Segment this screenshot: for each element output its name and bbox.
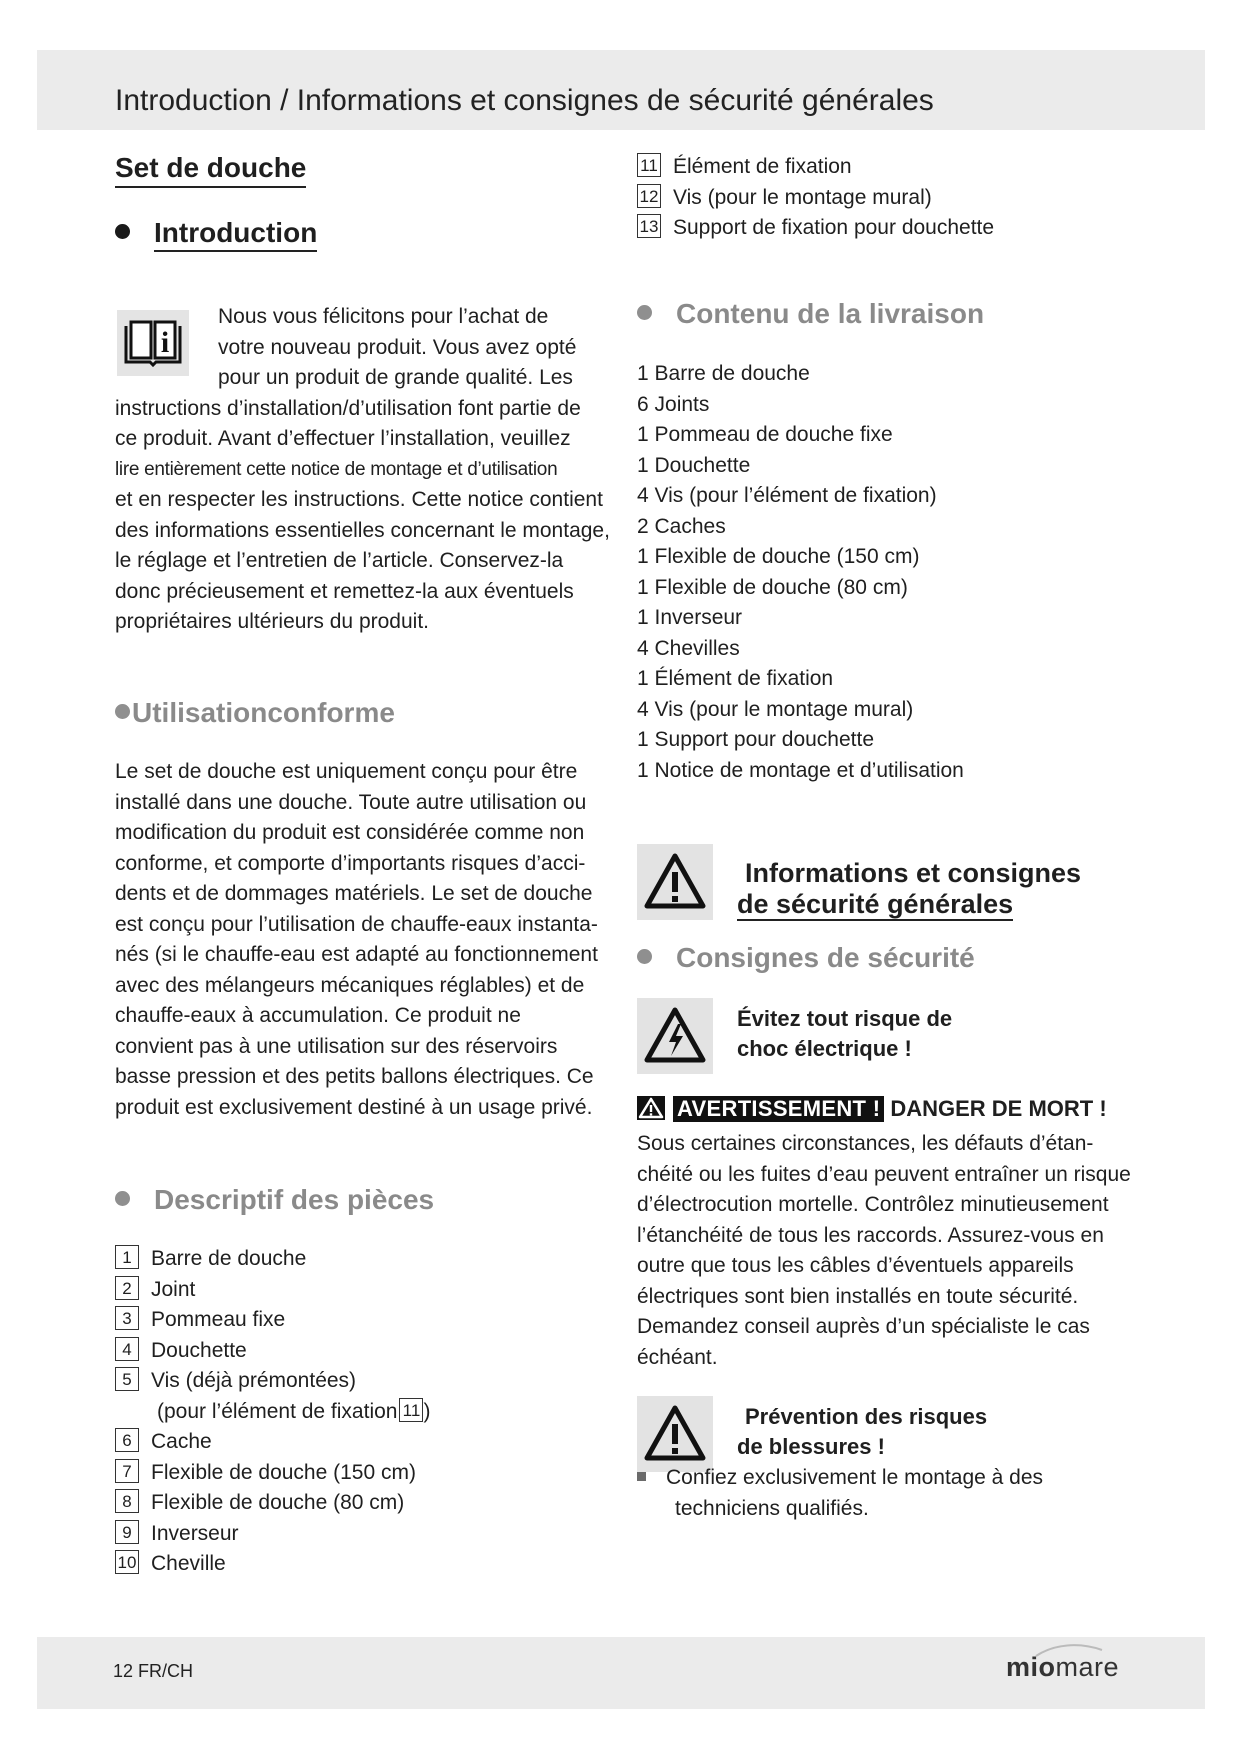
list-item: 1 Élément de fixation — [637, 667, 834, 690]
list-item: 4 Vis (pour l’élément de fixation) — [637, 484, 937, 507]
bullet-icon — [115, 1191, 130, 1206]
consignes-heading: Consignes de sécurité — [637, 942, 975, 974]
parts-list-continued — [637, 152, 1137, 244]
list-item: 11 Élément de fixation — [637, 152, 1137, 183]
list-item: 1 Barre de douche — [637, 362, 810, 385]
bullet-icon — [115, 704, 130, 719]
bullet-icon — [637, 305, 652, 320]
list-item: 3 Pommeau fixe — [115, 1305, 615, 1336]
introduction-heading: Introduction — [115, 217, 317, 249]
brand-logo: miomare — [1006, 1652, 1120, 1682]
svg-text:i: i — [160, 326, 170, 359]
page-number: 12 FR/CH — [113, 1661, 194, 1681]
list-item: 12 Vis (pour le montage mural) — [637, 183, 1137, 214]
list-item: 1 Support pour douchette — [637, 728, 875, 751]
document-title: Set de douche — [115, 152, 306, 188]
danger-warning-label: AVERTISSEMENT ! DANGER DE MORT ! — [637, 1096, 1107, 1122]
page-header-title: Introduction / Informations et consignes de sécurité générales — [115, 84, 934, 117]
parts-heading: Descriptif des pièces — [115, 1184, 434, 1216]
list-item: 4 Douchette — [115, 1336, 615, 1367]
list-item: 7 Flexible de douche (150 cm) — [115, 1458, 615, 1489]
danger-warning-text: Sous certaines circonstances, les défauts d’étan- chéité ou les fuites d’eau peuvent entraîner un risque d’électrocution mortelle. Contrôlez minutieusement l’étanchéité de tous les raccords. Assurez-vous en outre que tous les câbles d’éventuels appareils électriques sont bien installés en toute sécurité. Demandez conseil auprès d’un spécialiste le cas échéant. — [637, 1132, 1131, 1369]
list-item: 4 Chevilles — [637, 636, 740, 660]
list-item: 1 Notice de montage et d’utilisation — [637, 758, 964, 782]
list-item: 1 Douchette — [637, 453, 751, 477]
list-item: 2 Caches — [637, 514, 726, 538]
list-item-continuation: (pour l’élément de fixation 11 ) — [157, 1399, 431, 1423]
bullet-item: Confiez exclusivement le montage à des techniciens qualifiés. — [637, 1463, 1137, 1524]
list-item: 9 Inverseur — [115, 1519, 615, 1550]
electric-warning-text: Évitez tout risque de choc électrique ! — [737, 1006, 953, 1061]
list-item: 2 Joint — [115, 1275, 615, 1306]
list-item: 13 Support de fixation pour douchette — [637, 213, 1137, 244]
bullet-icon — [115, 224, 130, 239]
list-item: 5 Vis (déjà prémontées) — [115, 1366, 615, 1397]
delivery-list — [637, 359, 1137, 786]
list-item: 1 Flexible de douche (80 cm) — [637, 575, 908, 599]
warning-triangle-icon — [637, 1096, 665, 1120]
list-item: 1 Inverseur — [637, 606, 743, 629]
list-item: 8 Flexible de douche (80 cm) — [115, 1488, 615, 1519]
square-bullet-icon — [637, 1472, 646, 1481]
usage-heading: Utilisationconforme — [115, 697, 395, 729]
list-item: 4 Vis (pour le montage mural) — [637, 697, 914, 721]
list-item: 10 Cheville — [115, 1549, 615, 1580]
list-item: 1 Pommeau de douche fixe — [637, 423, 893, 446]
bullet-icon — [637, 949, 652, 964]
list-item: 6 Cache — [115, 1427, 615, 1458]
list-item: 1 Flexible de douche (150 cm) — [637, 545, 920, 568]
safety-heading: Informations et consignes de sécurité générales — [737, 858, 1082, 919]
list-item: 1 Barre de douche — [115, 1244, 615, 1275]
injury-warning-text: Prévention des risques de blessures ! — [737, 1404, 988, 1459]
usage-text: Le set de douche est uniquement conçu pour être installé dans une douche. Toute autre utilisation ou modification du produit est considérée comme non conforme, et comporte d’importants risques d’acci- dents et de dommages matériels. Le set de douche est conçu pour l’utilisation de chauffe-eaux instanta- nés (si le chauffe-eau est adapté au fonctionnement avec des mélangeurs mécaniques réglables) et de chauffe-eaux à accumulation. Ce produit ne convient pas à une utilisation sur des réservoirs basse pression et des petits ballons électriques. Ce produit est exclusivement destiné à un usage privé. — [115, 760, 598, 1119]
introduction-text: Nous vous félicitons pour l’achat de votre nouveau produit. Vous avez opté pour un produit de grande qualité. Les instructions d’installation/d’utilisation font partie de ce produit. Avant d’effectuer l’installation, veuillez lire entièrement cette notice de montage et d’utilisation et en respecter les instructions. Cette notice contient des informations essentielles concernant le montage, le réglage et l’entretien de l’article. Conservez-la donc précieusement et remettez-la aux éventuels propriétaires ultérieurs du produit. — [115, 305, 610, 633]
list-item: 6 Joints — [637, 392, 710, 416]
delivery-heading: Contenu de la livraison — [637, 298, 984, 330]
injury-warning-icon — [637, 1396, 713, 1472]
electric-hazard-icon — [637, 998, 713, 1074]
warning-triangle-icon — [637, 844, 713, 920]
parts-list — [115, 1244, 615, 1580]
